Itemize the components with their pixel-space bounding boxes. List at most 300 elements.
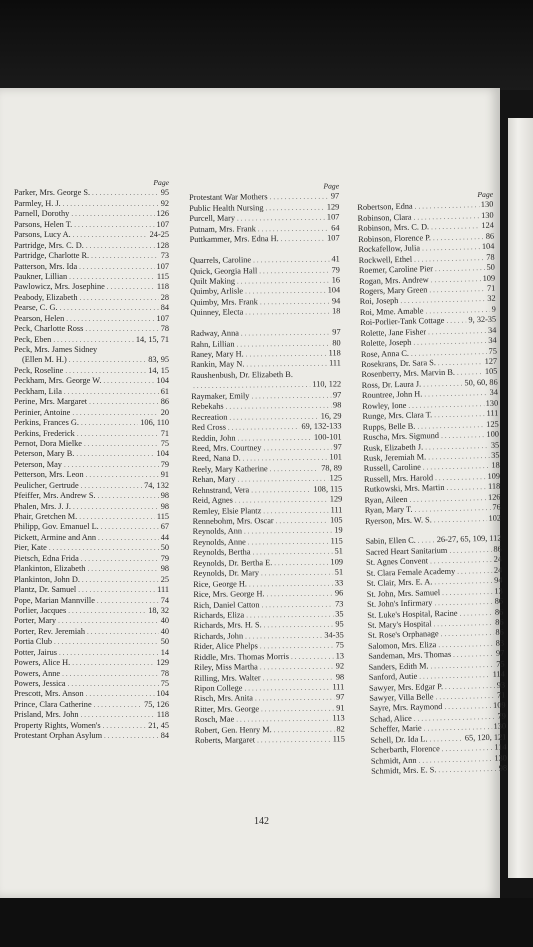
index-entry <box>14 282 169 292</box>
index-entry <box>14 209 169 219</box>
entry-page: 44 <box>160 532 169 542</box>
entry-page: 95 <box>335 619 344 629</box>
dot-leader <box>265 202 324 213</box>
entry-name: Perkins, Frances G. <box>14 418 79 428</box>
background-shadow <box>0 0 533 90</box>
entry-name: Schad, Alice <box>369 713 412 724</box>
dot-leader <box>257 735 331 746</box>
dot-leader <box>274 724 335 735</box>
entry-page: 130 <box>481 210 494 220</box>
entry-page: 107 <box>326 212 340 222</box>
dot-leader <box>77 429 159 439</box>
dot-leader <box>258 223 329 234</box>
entry-name: Pawlowicz, Mrs. Josephine <box>14 282 105 292</box>
entry-page: 82 <box>336 724 345 734</box>
dot-leader <box>73 230 148 240</box>
entry-page: 109 <box>493 700 506 711</box>
dot-leader <box>80 293 159 303</box>
entry-name: Robinson, Clara <box>357 212 412 223</box>
entry-page: 28 <box>160 292 169 302</box>
entry-page: 118 <box>328 348 341 358</box>
entry-page: 18 <box>491 460 500 471</box>
entry-name: Peterson, May <box>14 459 62 469</box>
entry-page: 13 <box>335 651 345 661</box>
entry-name: Roi, Mme. Amable <box>359 306 424 317</box>
index-entry <box>14 710 169 720</box>
entry-page: 102 <box>488 513 502 523</box>
dot-leader <box>84 439 159 449</box>
entry-page: 108, 115 <box>313 484 343 494</box>
index-entry <box>14 418 169 428</box>
entry-name: Parker, Mrs. George S. <box>14 188 91 198</box>
index-entry <box>14 230 169 240</box>
index-entry <box>14 470 169 480</box>
entry-page: 114 <box>492 669 505 679</box>
entry-name: Robert, Gen. Henry M. <box>194 724 272 735</box>
entry-name: Rehan, Mary <box>192 474 236 485</box>
entry-page: 107 <box>327 233 340 243</box>
entry-page: 32 <box>487 294 496 304</box>
entry-page: 51 <box>334 567 344 577</box>
index-entry <box>14 303 169 313</box>
entry-name: Reed, Mrs. Courtney <box>191 443 262 453</box>
entry-name: Raushenbush, Dr. Elizabeth B. <box>190 369 293 380</box>
entry-name: Quimby, Arlisle <box>190 286 244 297</box>
entry-page: 97 <box>495 648 505 658</box>
entry-name: Pearson, Helen <box>14 313 65 323</box>
entry-name: Reely, Mary Katherine <box>191 464 268 474</box>
dot-leader <box>261 568 333 579</box>
dot-leader <box>76 449 154 459</box>
index-entry <box>14 335 169 345</box>
dot-leader <box>79 512 155 522</box>
entry-page: 113 <box>332 713 345 723</box>
entry-page: 14, 15 <box>148 365 169 375</box>
dot-leader <box>103 376 154 386</box>
entry-page: 104 <box>156 449 169 459</box>
entry-name: Ruscha, Mrs. Sigmund <box>362 431 440 442</box>
entry-name: Pernot, Dora Mielke <box>14 438 82 448</box>
entry-name: Parsons, Lucy A. <box>14 230 71 240</box>
entry-name: Pier, Kate <box>14 543 47 553</box>
entry-page: 50, 60, 86 <box>464 377 498 388</box>
dot-leader <box>259 265 329 276</box>
index-entry <box>14 585 169 595</box>
dot-leader <box>260 662 334 673</box>
entry-name: Richards, Eliza <box>193 610 245 620</box>
entry-page: 71 <box>496 690 506 700</box>
entry-name: Rutkowski, Mrs. Martin <box>364 483 445 495</box>
entry-page: 128 <box>156 240 169 250</box>
entry-name: Quinney, Electa <box>190 307 244 318</box>
entry-name: Powers, Alice H. <box>14 658 71 668</box>
entry-page: 130 <box>485 398 499 408</box>
entry-page: 79 <box>160 553 169 563</box>
entry-page: 75 <box>488 346 498 356</box>
entry-page: 34-35 <box>324 630 344 640</box>
entry-page: 126 <box>487 492 501 502</box>
dot-leader <box>260 641 334 652</box>
dot-leader <box>72 658 154 668</box>
index-entry <box>14 554 169 564</box>
entry-page: 98 <box>160 564 169 574</box>
entry-page: 50 <box>160 543 169 553</box>
index-entry <box>14 199 169 209</box>
index-entry <box>14 251 169 261</box>
entry-page: 86 <box>494 596 504 606</box>
entry-name: Raney, Mary H. <box>190 349 244 359</box>
entry-name: Portia Club <box>14 637 53 647</box>
entry-page: 127 <box>484 356 498 366</box>
entry-name: Prescott, Mrs. Anson <box>14 689 84 699</box>
index-entry <box>14 596 169 606</box>
entry-page: 69, 132-133 <box>301 421 342 431</box>
dot-leader <box>89 397 159 407</box>
entry-page: 61 <box>160 386 169 396</box>
index-entry <box>365 513 501 527</box>
entry-name: Riley, Miss Martha <box>194 662 258 673</box>
dot-leader <box>74 220 154 230</box>
entry-page: 14 <box>160 647 169 657</box>
dot-leader <box>63 199 159 209</box>
entry-page: 100 <box>486 429 500 439</box>
dot-leader <box>263 442 331 453</box>
dot-leader <box>72 408 158 418</box>
dot-leader <box>86 470 159 480</box>
index-entry <box>191 401 341 413</box>
entry-page: 79 <box>331 264 340 275</box>
dot-leader <box>64 387 159 397</box>
entry-name: Reynolds, Ann <box>192 526 243 537</box>
facing-page-edge <box>508 118 533 878</box>
entry-name: Raymaker, Emily <box>191 391 250 401</box>
entry-page: 106, 110 <box>140 418 169 428</box>
dot-leader <box>81 710 155 720</box>
entry-name: Remley, Elsie Plantz <box>192 505 262 516</box>
entry-page: 84 <box>160 731 169 741</box>
dot-leader <box>78 585 155 595</box>
index-entry <box>14 387 169 397</box>
entry-page: 51 <box>334 546 343 556</box>
entry-page: 129 <box>329 494 343 504</box>
dot-leader <box>69 272 155 282</box>
page-number: 142 <box>254 816 269 827</box>
dot-leader <box>270 463 320 474</box>
entry-page: 98 <box>332 400 342 410</box>
entry-page: 78 <box>486 252 495 262</box>
entry-name: Rockafellow, Julia <box>358 243 421 255</box>
index-entry <box>14 376 169 386</box>
entry-page: 111 <box>330 504 343 515</box>
entry-name: Rankin, May N. <box>190 359 245 370</box>
entry-page: 92 <box>160 198 169 208</box>
dot-leader <box>264 620 334 631</box>
entry-page: 97 <box>336 692 345 702</box>
entry-name: Peckham, Lila <box>14 386 62 396</box>
background-floor <box>0 898 533 947</box>
dot-leader <box>69 355 147 365</box>
entry-page: 109 <box>482 273 496 283</box>
entry-name: St. Rose's Orphanage <box>367 629 439 641</box>
entry-name: Phair, Gretchen M. <box>14 512 78 521</box>
entry-page: 97 <box>332 327 341 337</box>
entry-page: 97 <box>330 191 340 201</box>
entry-name: Rosekrans, Dr. Sara S. <box>361 358 436 369</box>
index-entry <box>14 533 169 543</box>
index-entry <box>14 564 169 574</box>
dot-leader <box>237 432 312 443</box>
dot-leader <box>281 234 326 245</box>
entry-name: Peck, Eben <box>14 334 52 344</box>
entry-name: Rose, Anna C. <box>360 348 409 359</box>
entry-page: 35 <box>491 450 500 460</box>
entry-name: Philipp, Gov. Emanuel L. <box>14 522 99 532</box>
entry-name: Phalen, Mrs. J. J. <box>14 501 71 511</box>
entry-name: Reddin, John <box>191 433 236 443</box>
entry-page: 130 <box>493 721 507 732</box>
dot-leader <box>274 557 328 568</box>
entry-page: 50 <box>486 262 495 272</box>
entry-name: Protestant War Mothers <box>189 192 268 203</box>
dot-leader <box>434 513 487 525</box>
entry-name: Purcell, Mary <box>189 213 236 224</box>
entry-page: 75 <box>335 640 344 650</box>
entry-page: 105 <box>330 515 343 525</box>
index-entry <box>14 220 169 230</box>
entry-page: 101 <box>329 452 342 462</box>
index-entry <box>190 307 340 319</box>
dot-leader <box>49 543 159 553</box>
entry-page: 91 <box>160 470 169 480</box>
dot-leader <box>263 505 328 516</box>
dot-leader <box>263 672 334 683</box>
entry-name: Rockwell, Ethel <box>358 254 413 265</box>
dot-leader <box>260 296 330 307</box>
entry-name: Ross, Dr. Laura J. <box>361 379 422 390</box>
entry-name: Riddle, Mrs. Thomas Morris <box>193 651 290 662</box>
entry-name: Rennebohm, Mrs. Oscar <box>192 516 274 526</box>
entry-page: 129 <box>326 202 340 212</box>
index-entry <box>14 512 169 522</box>
index-entry <box>14 648 169 658</box>
page-column-label: Page <box>477 189 494 200</box>
entry-page: 40 <box>160 626 169 636</box>
entry-name: St. John's Infirmary <box>366 598 433 609</box>
index-entry <box>14 502 169 512</box>
dot-leader <box>261 703 334 714</box>
entry-name: Rich, Daniel Catton <box>193 599 260 610</box>
entry-name: Quarrels, Caroline <box>189 255 252 266</box>
dot-leader <box>101 522 159 532</box>
entry-page: 104 <box>156 689 169 699</box>
entry-page: 107 <box>156 313 169 323</box>
entry-name: Powers, Jessica <box>14 679 66 688</box>
entry-page: 18 <box>332 306 341 316</box>
entry-name: Roemer, Caroline Pier <box>358 264 434 276</box>
dot-leader <box>58 616 159 626</box>
dot-leader <box>251 484 311 495</box>
entry-page: 111 <box>157 585 169 595</box>
entry-page: 100-101 <box>313 431 342 442</box>
entry-page: 86 <box>485 231 495 241</box>
entry-page: 73 <box>335 598 344 608</box>
entry-name: Perine, Mrs. Margaret <box>14 397 88 407</box>
entry-name: Roi, Joseph <box>359 296 399 307</box>
entry-page: 34 <box>487 325 497 335</box>
entry-page: 84 <box>160 303 169 313</box>
index-entry <box>14 669 169 679</box>
entry-page: 111 <box>332 682 345 692</box>
entry-name: Perkins, Frederick <box>14 428 75 438</box>
entry-name: Property Rights, Women's <box>14 720 101 730</box>
dot-leader <box>270 192 329 203</box>
entry-page: 34 <box>489 387 499 398</box>
dot-leader <box>68 606 146 616</box>
entry-name: Rusk, Elizabeth J. <box>363 441 424 453</box>
entry-name: Sacred Heart Sanitarium <box>365 545 448 557</box>
dot-leader <box>79 262 154 272</box>
entry-name: Richards, John <box>193 631 244 641</box>
dot-leader <box>262 599 334 610</box>
entry-page: 104 <box>156 376 169 386</box>
entry-name: Schmidt, Mrs. E. S. <box>371 765 437 776</box>
entry-page: 75 <box>496 659 505 669</box>
entry-page: 26-27, 65, 109, 112 <box>436 534 502 545</box>
entry-page: 98 <box>160 491 169 501</box>
entry-name: Rider, Alice Phelps <box>193 641 258 652</box>
dot-leader <box>98 533 159 543</box>
index-entry <box>14 429 169 439</box>
entry-name: Sawyer, Mrs. Edgar P. <box>368 681 444 693</box>
entry-name: Sayre, Mrs. Raymond <box>369 702 443 714</box>
entry-name: Rilling, Mrs. Walter <box>194 672 261 683</box>
entry-name: Paukner, Lillian <box>14 271 68 281</box>
entry-page: 13 <box>494 586 503 596</box>
entry-page: 118 <box>156 710 169 720</box>
entry-name: Porter, Mary <box>14 616 57 626</box>
dot-leader <box>291 651 334 662</box>
entry-name: Puttkammer, Mrs. Edna H. <box>189 234 279 245</box>
entry-page: 118 <box>156 282 169 292</box>
entry-name: Protestant Orphan Asylum <box>14 731 103 741</box>
dot-leader <box>68 679 159 689</box>
entry-name: Ritter, Mrs. George <box>194 704 260 714</box>
entry-name: Peulicher, Gertrude <box>14 480 79 490</box>
entry-page: 130 <box>480 200 494 210</box>
dot-leader <box>86 689 155 699</box>
entry-name: Rogers, Mary Green <box>359 285 428 296</box>
entry-name: Risch, Mrs. Anita <box>194 693 253 704</box>
entry-page: 50 <box>160 637 169 647</box>
index-entry <box>14 449 169 459</box>
dot-leader <box>81 418 138 428</box>
entry-name: Rusk, Jeremiah M. <box>363 452 427 463</box>
index-entry <box>14 439 169 449</box>
index-entry <box>14 721 169 731</box>
index-column-2 <box>189 181 345 746</box>
entry-name: Schell, Dr. Ida L. <box>370 734 428 745</box>
entry-page: 18, 32 <box>148 605 169 615</box>
index-entry <box>14 522 169 532</box>
dot-leader <box>103 721 147 731</box>
entry-name: Reynolds, Dr. Bertha E. <box>192 557 273 568</box>
entry-name: Rupps, Belle B. <box>362 421 416 432</box>
entry-page: 111 <box>486 408 499 419</box>
entry-page: 111 <box>329 358 341 368</box>
entry-page: 86 <box>495 617 504 627</box>
entry-page: 98 <box>160 501 169 511</box>
entry-page: 19 <box>334 525 343 535</box>
entry-name: Rice, Mrs. George H. <box>193 589 265 600</box>
dot-leader <box>65 366 146 376</box>
entry-name: Sawyer, Villa Belle <box>369 692 434 703</box>
entry-page: 94 <box>331 296 341 306</box>
entry-name: Partridge, Mrs. C. D. <box>14 240 84 250</box>
entry-name: Reed, Nana D. <box>191 453 241 464</box>
dot-leader <box>60 303 159 313</box>
entry-page: 16, 29 <box>320 411 342 421</box>
entry-name: Richards, Mrs. H. S. <box>193 620 262 631</box>
dot-leader <box>245 307 330 318</box>
index-entry <box>14 408 169 418</box>
entry-page: 118 <box>487 481 501 492</box>
entry-page: 86 <box>494 607 504 617</box>
entry-name: Rice, George H. <box>193 579 248 589</box>
entry-name: Plantz, Dr. Samuel <box>14 585 77 595</box>
index-entry <box>14 481 169 491</box>
entry-page: 115 <box>156 512 169 521</box>
entry-page: 125 <box>486 419 499 429</box>
entry-name: Peabody, Elizabeth <box>14 292 78 302</box>
entry-name: Rosenberry, Mrs. Marvin B. <box>361 368 456 380</box>
entry-page: 104 <box>481 241 495 252</box>
entry-name: Ryan, Mary T. <box>364 504 413 516</box>
dot-leader <box>97 596 159 606</box>
dot-leader <box>73 502 159 512</box>
entry-name: Ripon College <box>194 683 243 693</box>
entry-page: 78 <box>160 668 169 678</box>
entry-page: 14, 15, 71 <box>135 334 169 344</box>
entry-name: Rogan, Mrs. Andrew <box>359 274 429 286</box>
index-entry <box>192 453 342 465</box>
entry-page: 107 <box>156 219 169 229</box>
entry-page: 40 <box>160 616 169 626</box>
index-entry <box>14 293 169 303</box>
entry-name: Reid, Agnes <box>192 495 233 506</box>
entry-name: Peck, Charlotte Ross <box>14 324 84 334</box>
entry-name: Peck, Roseline <box>14 365 64 375</box>
entry-name: Russell, Caroline <box>363 462 421 474</box>
dot-leader <box>86 241 155 251</box>
entry-name: Pickett, Armine and Ann <box>14 532 97 542</box>
entry-name: Schmidt, Ann <box>370 755 417 766</box>
index-entry <box>14 491 169 501</box>
entry-page: 24-25 <box>149 230 169 240</box>
entry-name: Rahn, Lillian <box>190 339 235 349</box>
entry-page: 24 <box>493 565 503 575</box>
entry-page: 75, 126 <box>144 699 169 709</box>
entry-page: 130 <box>494 753 507 763</box>
entry-name: St. Agnes Convent <box>365 556 429 568</box>
index-entry <box>14 397 169 407</box>
entry-page: 76 <box>492 502 501 512</box>
dot-leader <box>98 491 159 501</box>
entry-name: Porlier, Jacques <box>14 605 67 615</box>
index-column-3 <box>357 190 507 778</box>
entry-name: Quick, Georgia Hall <box>189 265 258 276</box>
entry-name: Parnell, Dorothy <box>14 209 70 219</box>
dot-leader <box>94 700 142 710</box>
